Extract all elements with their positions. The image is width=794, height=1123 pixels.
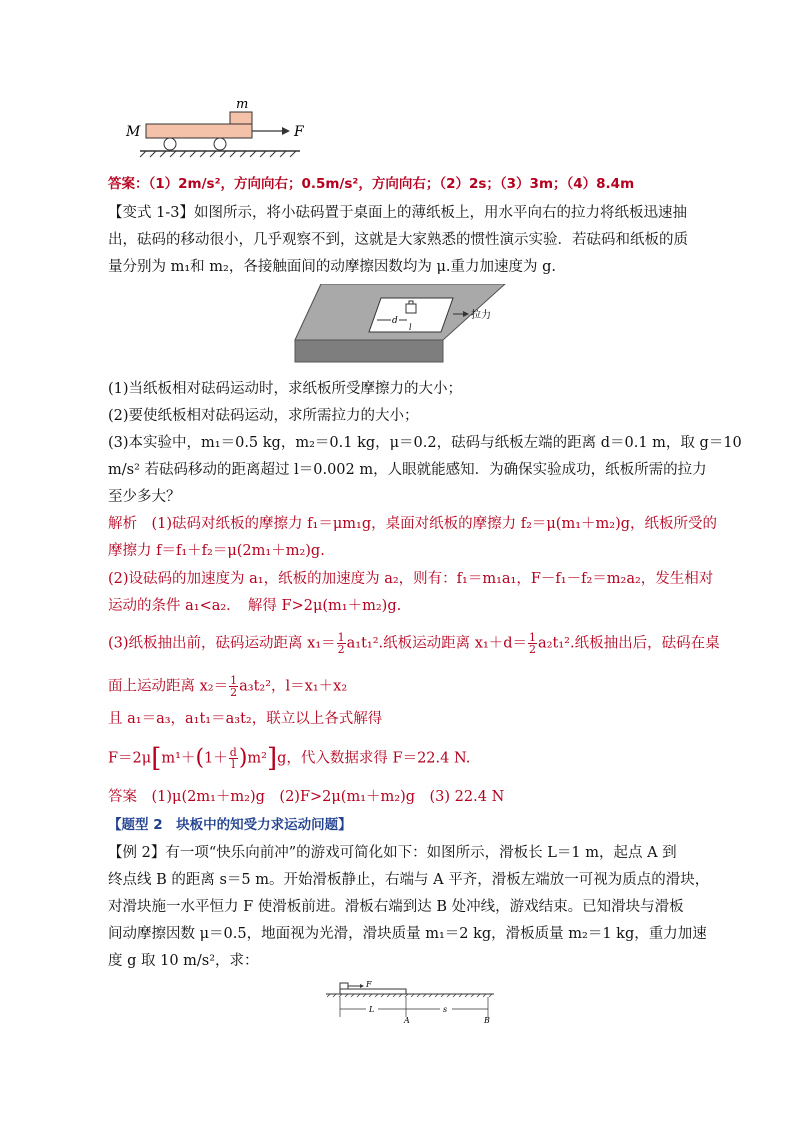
solution-2-line-2: 运动的条件 a₁<a₂． 解得 F>2μ(m₁＋m₂)g. — [108, 598, 402, 614]
variant-text-line-1: 【变式 1-3】如图所示，将小砝码置于桌面上的薄纸板上，用水平向右的拉力将纸板迅速抽 — [108, 205, 687, 221]
s3-b: 面上运动距离 x₂＝ — [108, 678, 229, 695]
label-l: l — [409, 323, 412, 332]
s3-a: (3)纸板抽出前，砝码运动距离 x₁＝ — [108, 635, 336, 652]
answer-1: 答案：（1）2m/s²，方向向右；0.5m/s²，方向向右；（2）2s；（3）3m；（4）8.4m — [108, 176, 635, 192]
solution-1-line-2: 摩擦力 f＝f₁＋f₂＝μ(2m₁＋m₂)g. — [108, 543, 325, 559]
solution-1-line-1: 解析 (1)砝码对纸板的摩擦力 f₁＝μm₁g，桌面对纸板的摩擦力 f₂＝μ(m₁＋m₂)g，纸板所受的 — [108, 516, 718, 532]
figure-block-on-board — [120, 94, 320, 158]
figure-slider-board — [322, 977, 497, 1025]
fraction-d-over-l: $\frac{d}{l}$ — [229, 746, 237, 771]
label-d: d — [392, 316, 398, 326]
example-2-line-5: 度 g 取 10 m/s²，求： — [108, 953, 259, 969]
label-m: m — [236, 97, 249, 112]
fig3-label-F: F — [366, 980, 372, 989]
variant-text-line-2: 出，砝码的移动很小，几乎观察不到，这就是大家熟悉的惯性演示实验．若砝码和纸板的质 — [108, 232, 688, 248]
question-3-line-3: 至少多大？ — [108, 489, 181, 505]
fig3-label-L: L — [369, 1005, 375, 1014]
fig3-label-A: A — [404, 1016, 410, 1025]
example-2-line-3: 对滑块施一水平恒力 F 使滑板前进。滑板右端到达 B 处冲线，游戏结束。已知滑块与滑板 — [108, 899, 684, 915]
solution-3-line-2 — [108, 675, 688, 698]
label-F: F — [294, 124, 304, 140]
variant-text-line-3: 量分别为 m₁和 m₂，各接触面间的动摩擦因数均为 μ.重力加速度为 g. — [108, 259, 556, 275]
topic-heading: 【题型 2 块板中的知受力求运动问题】 — [108, 817, 352, 833]
fig3-label-B: B — [484, 1016, 490, 1025]
label-pull: 拉力 — [471, 310, 491, 321]
example-2-line-2: 终点线 B 的距离 s＝5 m。开始滑板静止，右端与 A 平齐，滑板左端放一可视为质点的滑块， — [108, 872, 710, 888]
example-2-line-1: 【例 2】有一项“快乐向前冲”的游戏可简化如下：如图所示，滑板长 L＝1 m，起点 A 到 — [108, 845, 677, 861]
fraction-half: $\frac{1}{2}$ — [529, 631, 537, 656]
example-2-line-4: 间动摩擦因数 μ＝0.5，地面视为光滑，滑块质量 m₁＝2 kg，滑板质量 m₂＝1 kg，重力加速 — [108, 926, 707, 942]
s3-a3: a₂t₁².纸板抽出后，砝码在桌 — [538, 635, 720, 652]
solution-3-final: F＝2μ[m¹＋(1＋ $\frac{d}{l}$ )m²]g，代入数据求得 F＝22.4 N. — [108, 743, 471, 774]
fraction-half: $\frac{1}{2}$ — [337, 631, 345, 656]
s3-a2: a₁t₁².纸板运动距离 x₁＋d＝ — [346, 635, 528, 652]
solution-3-line-3: 且 a₁＝a₃，a₁t₁＝a₃t₂，联立以上各式解得 — [108, 711, 383, 727]
solution-3-line-1 — [108, 631, 720, 656]
figure-paper-strip — [293, 284, 508, 364]
s3-b2: a₃t₂²，l＝x₁＋x₂ — [239, 678, 348, 695]
question-1: (1)当纸板相对砝码运动时，求纸板所受摩擦力的大小； — [108, 381, 463, 397]
question-3-line-2: m/s² 若砝码移动的距离超过 l＝0.002 m，人眼就能感知．为确保实验成功，纸板所需的拉力 — [108, 462, 707, 478]
question-3-line-1: (3)本实验中，m₁＝0.5 kg，m₂＝0.1 kg，μ＝0.2，砝码与纸板左端的距离 d＝0.1 m，取 g＝10 — [108, 435, 742, 451]
fig3-label-s: s — [443, 1005, 448, 1014]
label-M: M — [126, 124, 141, 140]
solution-2-line-1: (2)设砝码的加速度为 a₁，纸板的加速度为 a₂，则有：f₁＝m₁a₁，F－f₁－f₂＝m₂a₂，发生相对 — [108, 571, 714, 587]
fraction-half: $\frac{1}{2}$ — [230, 674, 238, 699]
question-2: (2)要使纸板相对砝码运动，求所需拉力的大小； — [108, 408, 419, 424]
answer-2: 答案 (1)μ(2m₁＋m₂)g (2)F>2μ(m₁＋m₂)g (3) 22.4 N — [108, 789, 505, 805]
